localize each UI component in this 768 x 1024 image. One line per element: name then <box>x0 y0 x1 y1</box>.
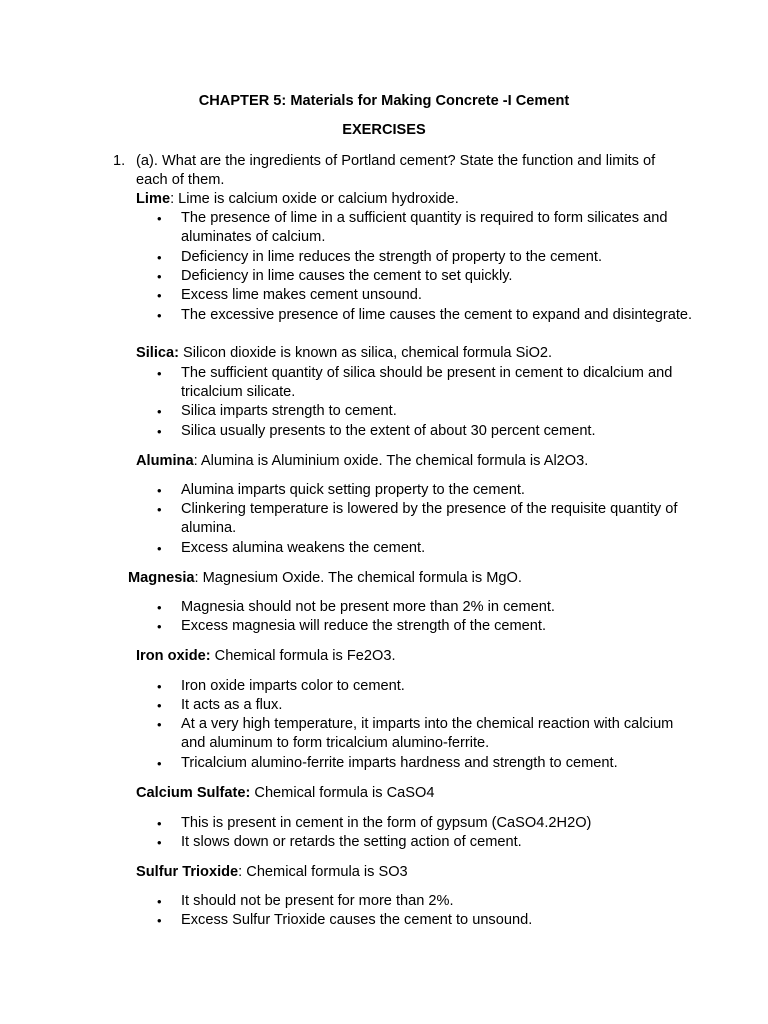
bullet-text: Deficiency in lime causes the cement to set quickly. <box>181 268 513 284</box>
section-desc: : Chemical formula is SO3 <box>238 864 408 880</box>
bullet-text: It should not be present for more than 2%. <box>181 893 454 909</box>
section-term: Iron oxide: <box>136 648 211 664</box>
bullet-icon: • <box>157 894 162 909</box>
bullet-text: Silica usually presents to the extent of about 30 percent cement. <box>181 423 596 439</box>
bullet-icon: • <box>157 308 162 323</box>
bullet-text: Magnesia should not be present more than 2% in cement. <box>181 599 555 615</box>
chapter-title: CHAPTER 5: Materials for Making Concrete -I Cement <box>198 93 570 109</box>
bullet-text: Alumina imparts quick setting property to the cement. <box>181 482 525 498</box>
section-term: Magnesia <box>128 570 195 586</box>
section-desc: : Alumina is Aluminium oxide. The chemical formula is Al2O3. <box>193 453 589 469</box>
section-desc: Chemical formula is Fe2O3. <box>210 648 396 664</box>
section-heading-calcium-sulfate <box>136 784 434 803</box>
bullet-text: Silica imparts strength to cement. <box>181 403 397 419</box>
section-desc: : Magnesium Oxide. The chemical formula is MgO. <box>194 570 522 586</box>
bullet-icon: • <box>157 756 162 771</box>
bullet-icon: • <box>157 366 162 381</box>
section-heading-alumina <box>136 452 588 471</box>
bullet-icon: • <box>157 483 162 498</box>
bullet-text: Tricalcium alumino-ferrite imparts hardness and strength to cement. <box>181 755 618 771</box>
section-heading-magnesia <box>128 569 522 588</box>
bullet-text: The presence of lime in a sufficient quantity is required to form silicates and aluminates of calcium. <box>181 210 668 246</box>
bullet-text: Iron oxide imparts color to cement. <box>181 678 405 694</box>
bullet-text: Clinkering temperature is lowered by the presence of the requisite quantity of alumina. <box>181 501 678 537</box>
section-desc: Silicon dioxide is known as silica, chemical formula SiO2. <box>179 345 553 361</box>
exercises-heading: EXERCISES <box>342 122 426 138</box>
bullet-icon: • <box>157 404 162 419</box>
bullet-text: Excess alumina weakens the cement. <box>181 540 426 556</box>
bullet-text: Deficiency in lime reduces the strength of property to the cement. <box>181 249 602 265</box>
bullet-icon: • <box>157 835 162 850</box>
bullet-icon: • <box>157 211 162 226</box>
section-heading-sulfur-trioxide <box>136 863 408 882</box>
question-number: 1. <box>113 153 126 169</box>
bullet-icon: • <box>157 698 162 713</box>
section-heading-silica <box>136 344 552 363</box>
section-desc: Chemical formula is CaSO4 <box>250 785 435 801</box>
bullet-text: Excess Sulfur Trioxide causes the cement to unsound. <box>181 912 533 928</box>
section-heading-lime <box>136 190 459 209</box>
bullet-icon: • <box>157 619 162 634</box>
bullet-icon: • <box>157 717 162 732</box>
bullet-icon: • <box>157 816 162 831</box>
question-line-1: (a). What are the ingredients of Portland cement? State the function and limits of <box>136 153 656 169</box>
bullet-text: At a very high temperature, it imparts into the chemical reaction with calcium and aluminum to form tricalcium alumino-ferrite. <box>181 716 674 752</box>
bullet-icon: • <box>157 250 162 265</box>
bullet-text: The sufficient quantity of silica should be present in cement to dicalcium and tricalcium silicate. <box>181 365 673 401</box>
bullet-icon: • <box>157 424 162 439</box>
bullet-icon: • <box>157 269 162 284</box>
bullet-icon: • <box>157 913 162 928</box>
section-desc: : Lime is calcium oxide or calcium hydroxide. <box>170 191 459 207</box>
bullet-text: Excess magnesia will reduce the strength of the cement. <box>181 618 547 634</box>
bullet-icon: • <box>157 502 162 517</box>
bullet-icon: • <box>157 679 162 694</box>
question-line-2: each of them. <box>136 172 225 188</box>
section-term: Lime <box>136 191 171 207</box>
bullet-icon: • <box>157 541 162 556</box>
section-term: Calcium Sulfate: <box>136 785 251 801</box>
bullet-text: It acts as a flux. <box>181 697 283 713</box>
bullet-text: Excess lime makes cement unsound. <box>181 287 422 303</box>
section-term: Silica: <box>136 345 179 361</box>
bullet-text: It slows down or retards the setting action of cement. <box>181 834 522 850</box>
bullet-icon: • <box>157 600 162 615</box>
bullet-icon: • <box>157 288 162 303</box>
section-term: Alumina <box>136 453 194 469</box>
section-heading-iron-oxide <box>136 647 396 666</box>
section-term: Sulfur Trioxide <box>136 864 239 880</box>
bullet-text: The excessive presence of lime causes the cement to expand and disintegrate. <box>181 307 693 323</box>
bullet-text: This is present in cement in the form of gypsum (CaSO4.2H2O) <box>181 815 592 831</box>
